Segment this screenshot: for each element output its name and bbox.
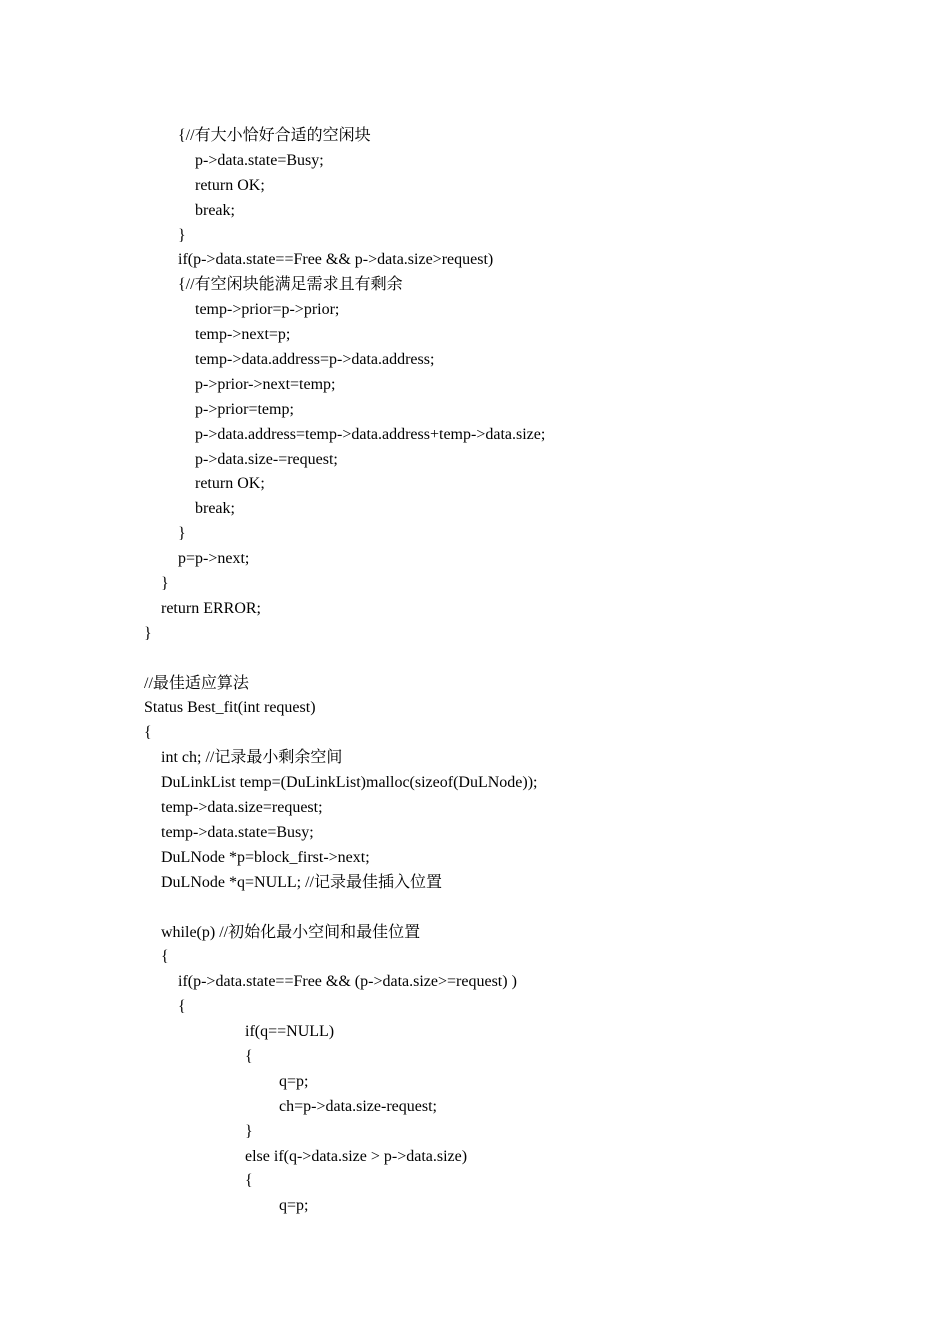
code-line: while(p) //初始化最小空间和最佳位置 bbox=[161, 923, 421, 941]
blank-line bbox=[144, 896, 545, 921]
code-line: else if(q->data.size > p->data.size) bbox=[245, 1147, 468, 1165]
code-line: {//有空闲块能满足需求且有剩余 bbox=[178, 276, 403, 294]
code-line: if(q==NULL) bbox=[245, 1023, 335, 1041]
code-line: q=p; bbox=[279, 1072, 309, 1090]
code-line: {//有大小恰好合适的空闲块 bbox=[178, 127, 371, 144]
code-line: temp->next=p; bbox=[195, 326, 291, 344]
code-line: ch=p->data.size-request; bbox=[279, 1097, 437, 1115]
code-line: return OK; bbox=[195, 475, 265, 493]
code-line: } bbox=[161, 575, 169, 593]
code-line: if(p->data.state==Free && (p->data.size>=request) ) bbox=[178, 973, 517, 991]
code-line: p->prior->next=temp; bbox=[195, 375, 336, 393]
code-line: return ERROR; bbox=[161, 599, 261, 617]
code-line: p->data.state=Busy; bbox=[195, 151, 324, 169]
code-line: p->data.address=temp->data.address+temp->data.size; bbox=[195, 425, 546, 443]
code-line: { bbox=[161, 948, 169, 966]
code-line: break; bbox=[195, 500, 235, 518]
code-line: p->prior=temp; bbox=[195, 400, 294, 418]
code-line: break; bbox=[195, 201, 235, 219]
code-line: } bbox=[144, 624, 152, 642]
code-line: { bbox=[178, 998, 186, 1016]
code-line: int ch; //记录最小剩余空间 bbox=[161, 749, 343, 767]
blank-line bbox=[144, 647, 545, 672]
code-line: p->data.size-=request; bbox=[195, 450, 338, 468]
code-line: DuLNode *p=block_first->next; bbox=[161, 848, 370, 866]
code-line: temp->prior=p->prior; bbox=[195, 301, 340, 319]
code-line: return OK; bbox=[195, 176, 265, 194]
code-line: temp->data.size=request; bbox=[161, 799, 323, 817]
code-line: } bbox=[178, 226, 186, 244]
code-line: } bbox=[245, 1122, 253, 1140]
code-line: //最佳适应算法 bbox=[144, 674, 249, 692]
code-line: DuLinkList temp=(DuLinkList)malloc(sizeof(DuLNode)); bbox=[161, 774, 538, 792]
code-listing bbox=[144, 124, 545, 1219]
code-line: { bbox=[245, 1172, 253, 1190]
code-line: DuLNode *q=NULL; //记录最佳插入位置 bbox=[161, 873, 443, 891]
code-line: { bbox=[144, 724, 152, 742]
code-line: if(p->data.state==Free && p->data.size>request) bbox=[178, 251, 494, 269]
code-line: temp->data.state=Busy; bbox=[161, 823, 314, 841]
code-line: q=p; bbox=[279, 1197, 309, 1215]
code-line: temp->data.address=p->data.address; bbox=[195, 351, 435, 369]
code-line: { bbox=[245, 1047, 253, 1065]
code-line: p=p->next; bbox=[178, 550, 250, 568]
code-line: Status Best_fit(int request) bbox=[144, 699, 316, 717]
code-line: } bbox=[178, 525, 186, 543]
